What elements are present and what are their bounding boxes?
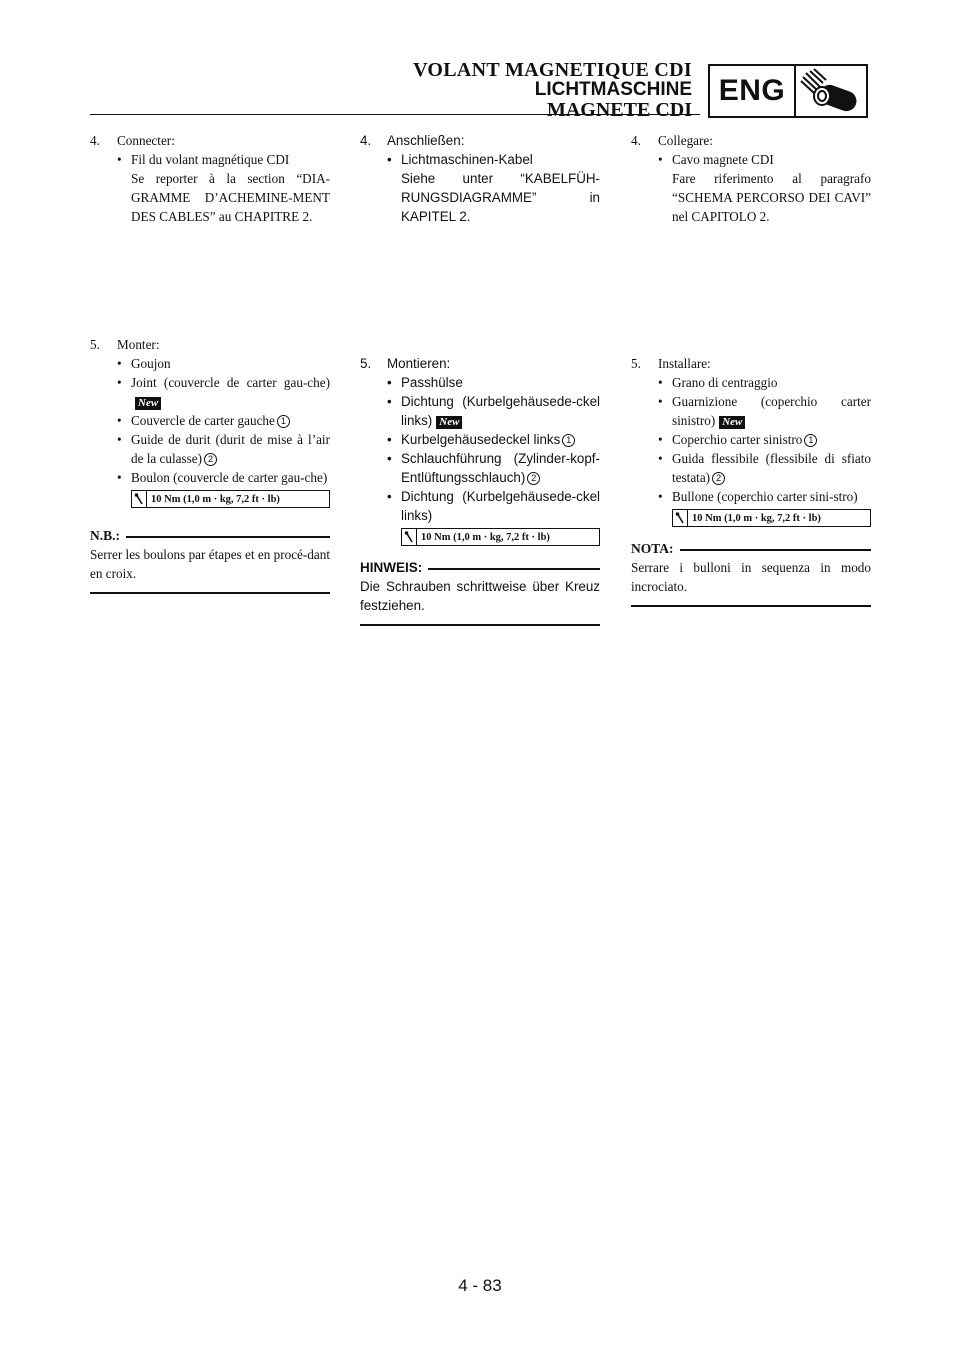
torque-wrench-icon bbox=[132, 491, 147, 507]
engine-icon bbox=[796, 66, 866, 116]
new-part-badge: New bbox=[135, 397, 161, 410]
column-italian: 4. Collegare: • Cavo magnete CDI Fare riferimento al paragrafo “SCHEMA PERCORSO DEI CAVI” nel CAPITOLO 2. 5. Installare: • Grano di centraggio • Guarnizione (coperchio carter sinistro) New • Coperchio carter sinistro 1 • Guida flessibile (flessibile di sfiato testata) 2 • Bullone (coperchio carter sini-stro) 10 Nm (1,0 m · kg, 7,2 ft · lb) NOTA: Serrare i bulloni in sequenza in modo incrociato. bbox=[631, 131, 871, 607]
page-number: 4 - 83 bbox=[458, 1276, 502, 1295]
fr-step-4-reference: Se reporter à la section “DIA-GRAMME D’ACHEMINE-MENT DES CABLES” au CHAPITRE 2. bbox=[131, 171, 330, 224]
callout-2: 2 bbox=[712, 472, 725, 485]
fr-step-4: 4. Connecter: bbox=[90, 133, 175, 148]
torque-spec: 10 Nm (1,0 m · kg, 7,2 ft · lb) bbox=[672, 509, 871, 527]
callout-1: 1 bbox=[804, 434, 817, 447]
callout-2: 2 bbox=[204, 453, 217, 466]
de-step-4: 4. Anschließen: bbox=[360, 133, 465, 148]
header-rule bbox=[90, 114, 700, 115]
de-step-5: 5. Montieren: bbox=[360, 356, 451, 371]
torque-wrench-icon bbox=[402, 529, 417, 545]
chapter-badge bbox=[708, 64, 868, 118]
new-part-badge: New bbox=[719, 416, 745, 429]
torque-spec: 10 Nm (1,0 m · kg, 7,2 ft · lb) bbox=[131, 490, 330, 508]
chapter-badge-label: ENG bbox=[710, 66, 796, 116]
column-german: 4. Anschließen: • Lichtmaschinen-Kabel Siehe unter “KABELFÜH-RUNGSDIAGRAMME” in KAPITEL 2. 5. Montieren: • Passhülse • Dichtung (Kurbelgehäusede-ckel links) New • Kurbelgehäusedeckel links 1 • Schlauchführung (Zylinder-kopf-Entlüftungsschlauch) 2 • Dichtung (Kurbelgehäusede-ckel links) 10 Nm (1,0 m · kg, 7,2 ft · lb) HINWEIS: Die Schrauben schrittweise über Kreuz festziehen. bbox=[360, 131, 600, 626]
callout-1: 1 bbox=[277, 415, 290, 428]
title-french: VOLANT MAGNETIQUE CDI bbox=[413, 59, 692, 81]
fr-note: N.B.: Serrer les boulons par étapes et en procé-dant en croix. bbox=[90, 526, 330, 594]
de-step-4-reference: Siehe unter “KABELFÜH-RUNGSDIAGRAMME” in KAPITEL 2. bbox=[401, 171, 600, 224]
torque-wrench-icon bbox=[673, 510, 688, 526]
column-french: 4. Connecter: • Fil du volant magnétique CDI Se reporter à la section “DIA-GRAMME D’ACHEMINE-MENT DES CABLES” au CHAPITRE 2. 5. Monter: • Goujon • Joint (couvercle de carter gau-che)New • Couvercle de carter gauche 1 • Guide de durit (durit de mise à l’air de la culasse) 2 • Boulon (couvercle de carter gau-che) 10 Nm (1,0 m · kg, 7,2 ft · lb) N.B.: Serrer les boulons par étapes et en procé-dant en croix. bbox=[90, 131, 330, 594]
title-italian: MAGNETE CDI bbox=[546, 99, 692, 121]
it-note: NOTA: Serrare i bulloni in sequenza in modo incrociato. bbox=[631, 539, 871, 607]
fr-step-5: 5. Monter: bbox=[90, 337, 160, 352]
title-german: LICHTMASCHINE bbox=[534, 79, 692, 100]
new-part-badge: New bbox=[436, 416, 462, 429]
it-step-4: 4. Collegare: bbox=[631, 133, 713, 148]
torque-spec: 10 Nm (1,0 m · kg, 7,2 ft · lb) bbox=[401, 528, 600, 546]
callout-1: 1 bbox=[562, 434, 575, 447]
it-step-5: 5. Installare: bbox=[631, 356, 711, 371]
de-note: HINWEIS: Die Schrauben schrittweise über Kreuz festziehen. bbox=[360, 558, 600, 626]
callout-2: 2 bbox=[527, 472, 540, 485]
header-titles bbox=[413, 60, 692, 120]
it-step-4-reference: Fare riferimento al paragrafo “SCHEMA PERCORSO DEI CAVI” nel CAPITOLO 2. bbox=[672, 171, 871, 224]
